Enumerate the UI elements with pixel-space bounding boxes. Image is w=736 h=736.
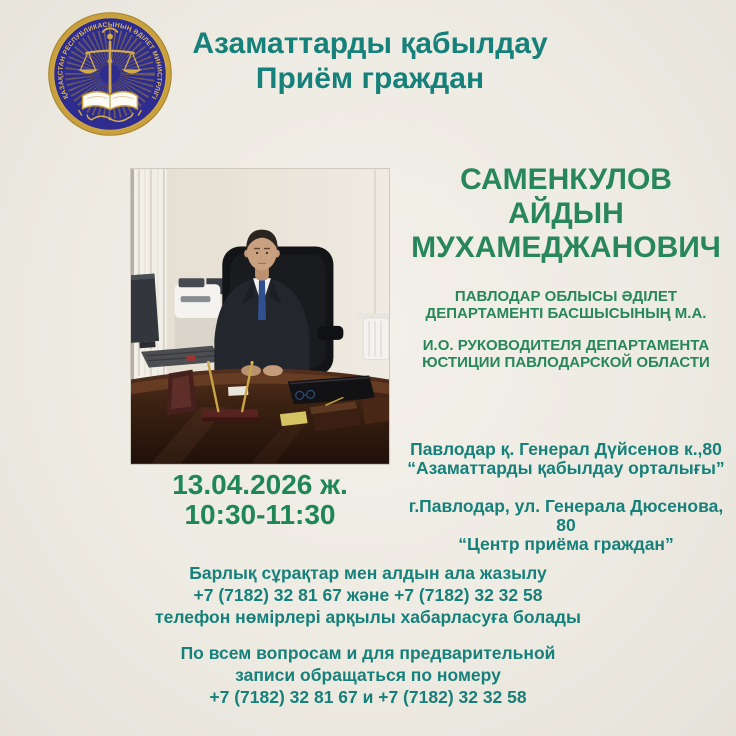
- official-firstname: АЙДЫН: [508, 197, 624, 230]
- official-surname: САМЕНКУЛОВ: [460, 163, 672, 196]
- reception-date: 13.04.2026 ж.: [172, 469, 348, 500]
- official-name: [400, 163, 732, 265]
- phone-numbers-kk: +7 (7182) 32 81 67 және +7 (7182) 32 32 58: [193, 585, 543, 605]
- emblem-ring-text: ҚАЗАҚСТАН РЕСПУБЛИКАСЫНЫҢ ӘДІЛЕТ МИНИСТРЛІГІ: [57, 21, 163, 101]
- ministry-of-justice-emblem: [46, 10, 174, 138]
- page-title: [180, 26, 560, 96]
- contact-info-ru: По всем вопросам и для предварительной записи обращаться по номеру +7 (7182) 32 81 67 и +7 (7182) 32 32 58: [0, 642, 736, 708]
- stapler: [187, 356, 196, 361]
- official-position-kk: ПАВЛОДАР ОБЛЫСЫ ӘДІЛЕТ ДЕПАРТАМЕНТІ БАСШЫСЫНЫҢ М.А.: [425, 288, 707, 322]
- page-title-kk: Азаматтарды қабылдау: [192, 27, 548, 60]
- venue-address-kk: Павлодар қ. Генерал Дүйсенов к.,80 “Азаматтарды қабылдау орталығы”: [407, 439, 725, 478]
- reception-time: 10:30-11:30: [184, 499, 336, 530]
- contact-info-kk: Барлық сұрақтар мен алдын ала жазылу +7 (7182) 32 81 67 және +7 (7182) 32 32 58 телефон нөмірлері арқылы хабарласуға болады: [0, 562, 736, 628]
- wooden-tray: [361, 395, 389, 424]
- reception-schedule: [122, 470, 398, 530]
- page-title-ru: Приём граждан: [255, 62, 485, 95]
- office-scene: [131, 169, 389, 464]
- tie: [258, 280, 266, 320]
- official-photo: [130, 168, 390, 465]
- phone-numbers-ru: +7 (7182) 32 81 67 и +7 (7182) 32 32 58: [209, 687, 527, 707]
- venue-address-ru: г.Павлодар, ул. Генерала Дюсенова, 80 “Центр приёма граждан”: [408, 496, 724, 554]
- official-patronymic: МУХАМЕДЖАНОВИЧ: [411, 231, 721, 264]
- official-position-ru: И.О. РУКОВОДИТЕЛЯ ДЕПАРТАМЕНТА ЮСТИЦИИ ПАВЛОДАРСКОЙ ОБЛАСТИ: [422, 337, 710, 371]
